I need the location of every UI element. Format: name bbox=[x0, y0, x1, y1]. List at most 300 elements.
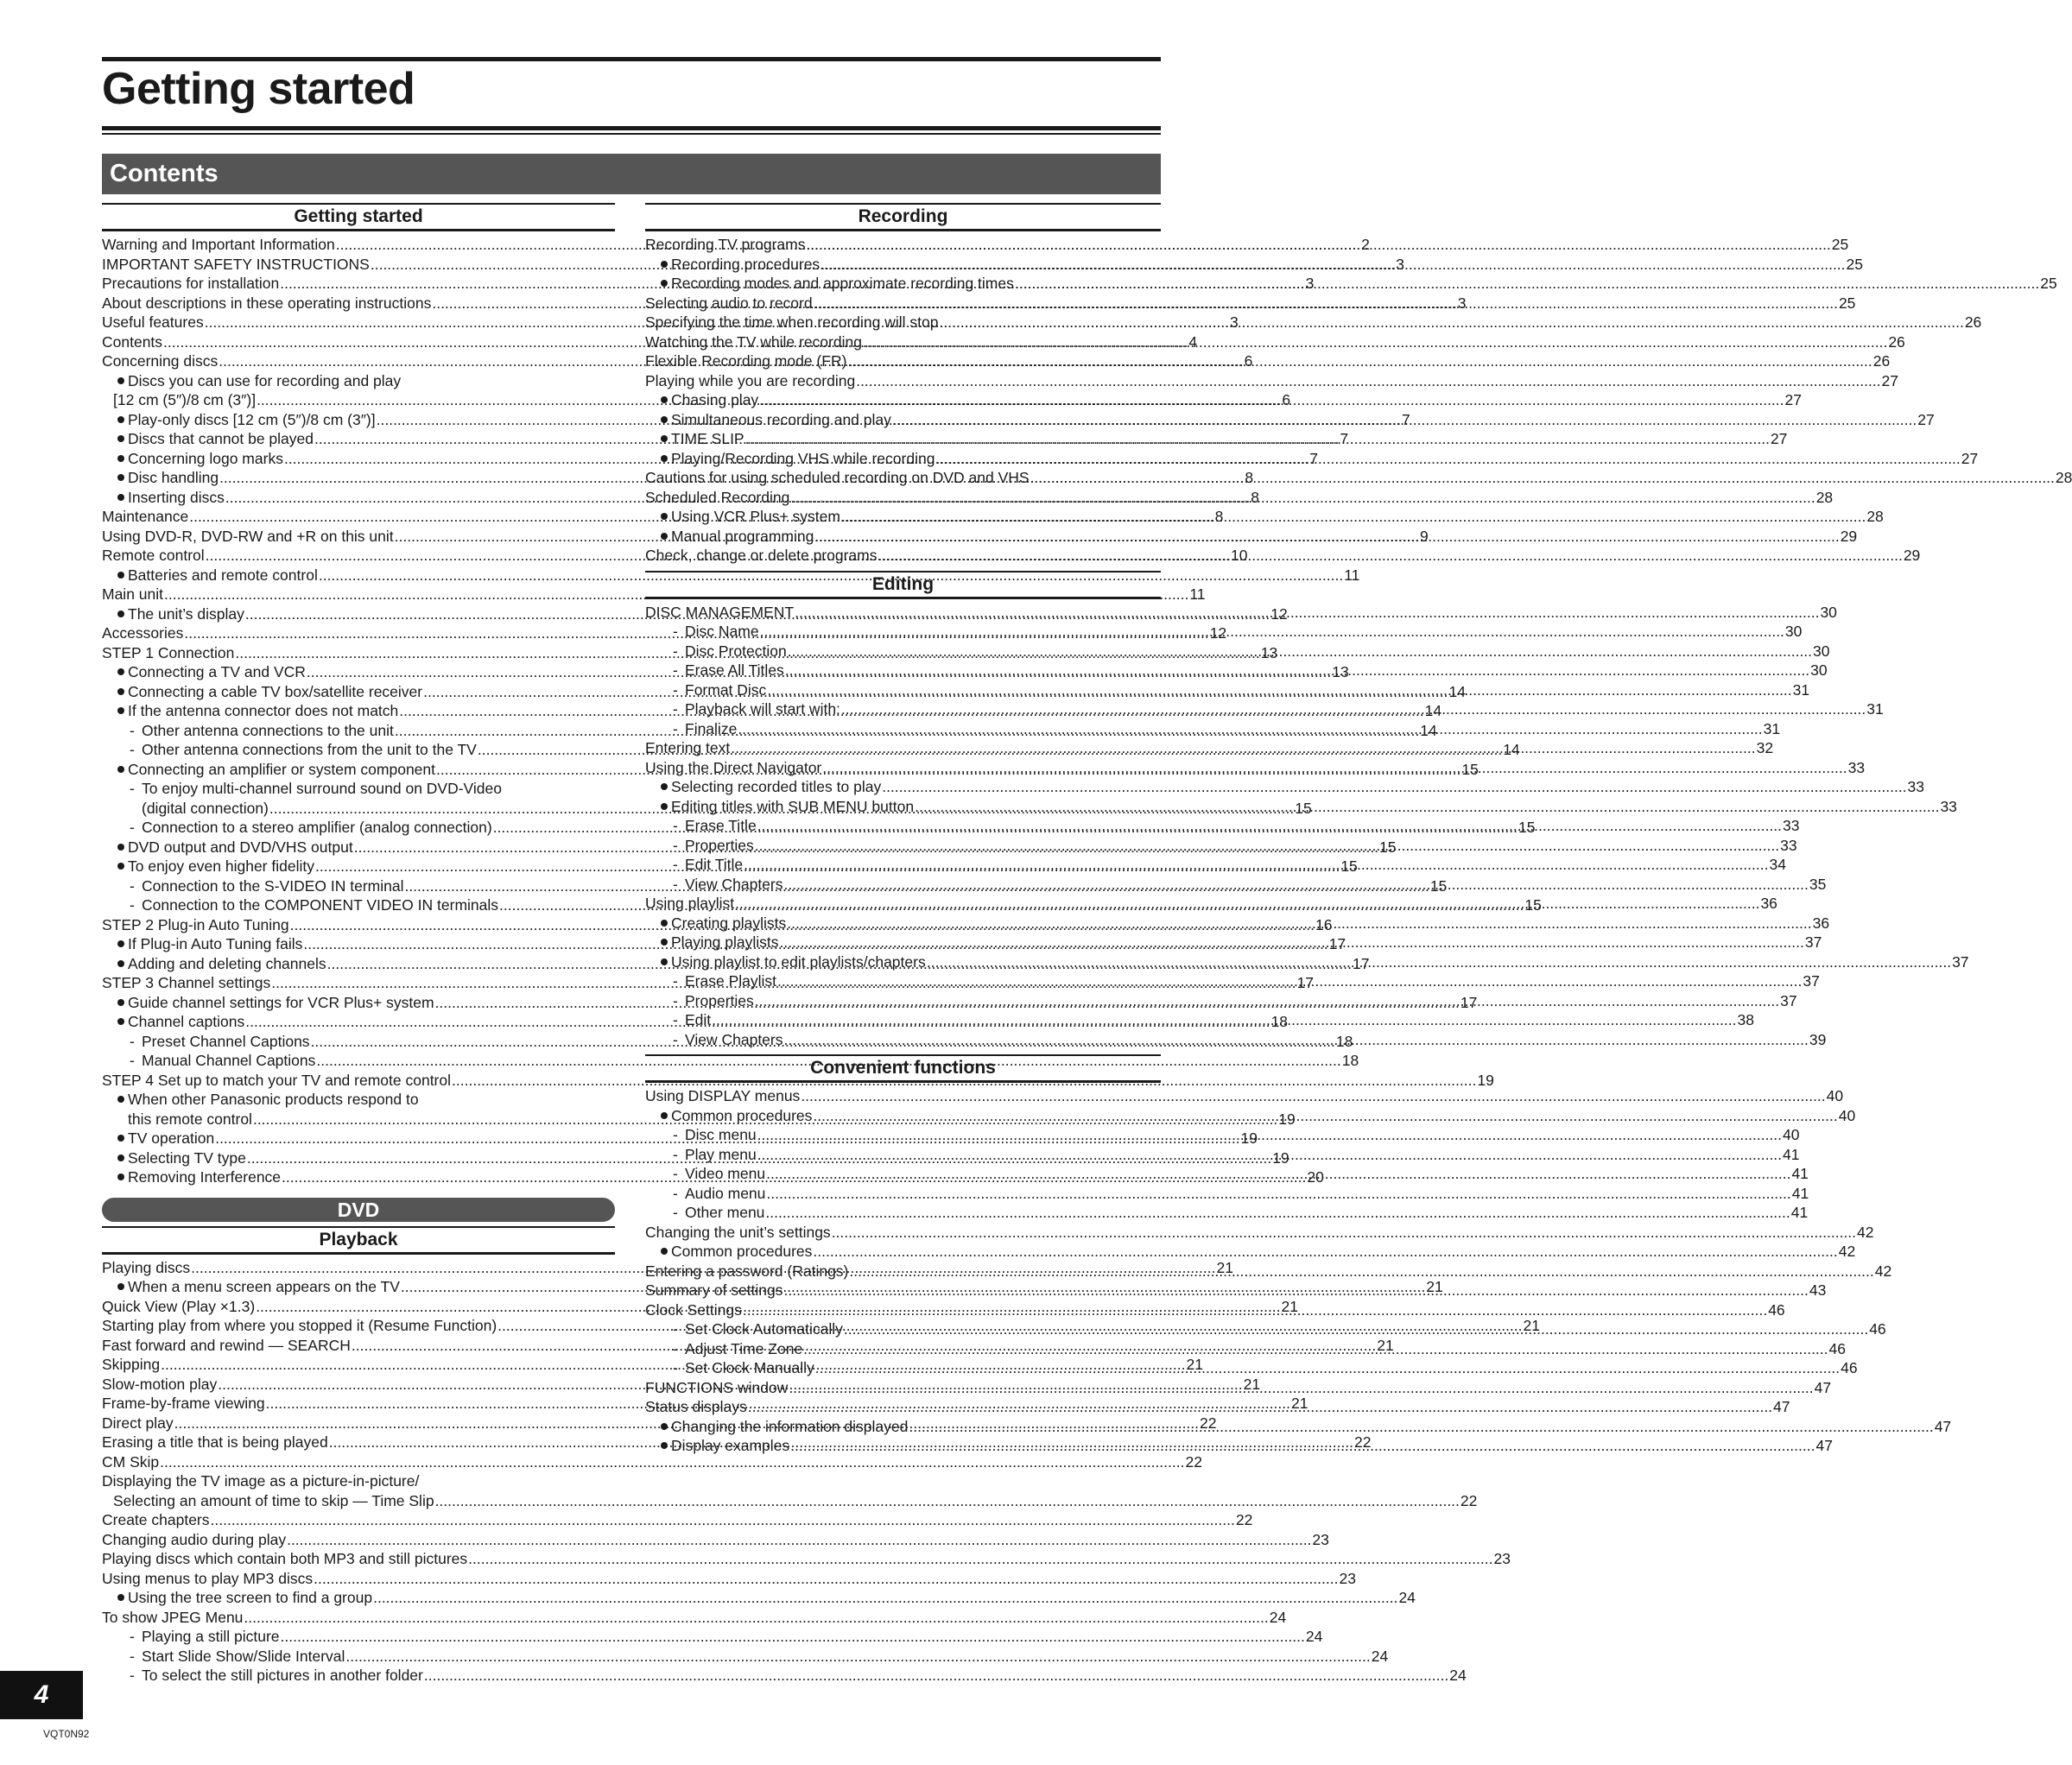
dot-leader bbox=[927, 952, 1951, 972]
toc-entry[interactable] bbox=[645, 390, 1802, 410]
toc-entry-title: Adding and deleting channels bbox=[117, 954, 326, 974]
dash-marker: - bbox=[673, 623, 678, 640]
toc-page-number: 39 bbox=[1809, 1030, 1827, 1048]
toc-entry[interactable] bbox=[645, 1203, 1809, 1223]
dot-leader bbox=[847, 351, 1872, 371]
toc-entry-title: (digital connection) bbox=[142, 799, 269, 817]
toc-entry-title: STEP 1 Connection bbox=[102, 643, 235, 661]
toc-page-number: 12 bbox=[1209, 624, 1227, 642]
dot-leader bbox=[759, 390, 1784, 410]
toc-entry-title: Selecting recorded titles to play bbox=[661, 777, 881, 797]
toc-entry[interactable] bbox=[102, 1530, 1329, 1550]
dot-leader bbox=[788, 642, 1812, 661]
toc-entry[interactable] bbox=[645, 274, 2057, 294]
dot-leader bbox=[760, 622, 1784, 642]
toc-page-number: 9 bbox=[1419, 527, 1429, 545]
bullet-icon bbox=[117, 844, 124, 851]
toc-entry[interactable] bbox=[102, 585, 1206, 604]
dot-leader bbox=[814, 294, 1838, 313]
toc-entry-title: When other Panasonic products respond to bbox=[117, 1090, 419, 1110]
dash-marker: - bbox=[130, 1052, 135, 1069]
dot-leader bbox=[784, 1030, 1809, 1050]
toc-entry[interactable] bbox=[102, 779, 615, 799]
toc-entry[interactable] bbox=[102, 1666, 1467, 1686]
toc-page-number: 46 bbox=[1828, 1339, 1846, 1357]
toc-entry-title: Maintenance bbox=[102, 508, 189, 525]
toc-entry-title: - Edit Title bbox=[673, 856, 744, 873]
bullet-icon bbox=[661, 455, 668, 462]
dot-leader bbox=[806, 235, 1830, 255]
model-code: VQT0N92 bbox=[43, 1728, 90, 1740]
toc-page-number: 33 bbox=[1907, 778, 1925, 795]
toc-page-number: 11 bbox=[1344, 566, 1360, 584]
toc-entry-title: Skipping bbox=[102, 1356, 161, 1373]
dot-leader bbox=[882, 777, 1906, 797]
bullet-icon bbox=[661, 939, 668, 946]
dot-leader bbox=[789, 1378, 1813, 1398]
dot-leader bbox=[844, 1319, 1868, 1339]
toc-entry-title: Connecting a TV and VCR bbox=[117, 662, 306, 682]
toc-page-number: 46 bbox=[1841, 1359, 1858, 1376]
toc-entry[interactable] bbox=[102, 1549, 1511, 1569]
toc-page-number: 24 bbox=[1398, 1589, 1416, 1606]
toc-page-number: 21 bbox=[1377, 1336, 1394, 1354]
dot-leader bbox=[1015, 274, 2039, 294]
dash-marker: - bbox=[130, 896, 135, 914]
toc-entry-title: Check, change or delete programs bbox=[645, 547, 878, 564]
dot-leader bbox=[935, 449, 1960, 469]
toc-entry-title: STEP 3 Channel settings bbox=[102, 974, 271, 991]
toc-page-number: 40 bbox=[1838, 1106, 1856, 1124]
dash-marker: - bbox=[673, 661, 678, 679]
toc-entry-title: - Video menu bbox=[673, 1165, 766, 1182]
toc-page-number: 29 bbox=[1903, 547, 1921, 564]
toc-entry-title: DISC MANAGEMENT bbox=[645, 603, 795, 621]
toc-page-number: 28 bbox=[1866, 508, 1884, 525]
toc-page-number: 8 bbox=[1251, 488, 1259, 506]
toc-entry[interactable] bbox=[645, 777, 1925, 797]
toc-entry[interactable] bbox=[102, 1491, 1478, 1511]
bullet-icon bbox=[661, 416, 668, 423]
dot-leader bbox=[841, 699, 1866, 719]
dash-marker: - bbox=[673, 719, 678, 737]
toc-page-number: 15 bbox=[1295, 799, 1312, 817]
toc-page-number: 41 bbox=[1791, 1165, 1809, 1182]
dot-leader bbox=[821, 255, 1845, 275]
toc-page-number: 3 bbox=[1305, 275, 1315, 292]
toc-entry-title: - Properties bbox=[673, 836, 754, 854]
toc-page-number: 7 bbox=[1340, 430, 1349, 447]
toc-page-number: 20 bbox=[1307, 1168, 1324, 1186]
toc-entry-title: Watching the TV while recording bbox=[645, 332, 862, 351]
dash-marker: - bbox=[673, 1359, 678, 1376]
toc-page-number: 18 bbox=[1335, 1032, 1353, 1050]
toc-entry-title: Selecting an amount of time to skip — Time Slip bbox=[113, 1491, 434, 1509]
toc-page-number: 7 bbox=[1401, 410, 1410, 428]
toc-page-number: 29 bbox=[1840, 527, 1858, 545]
toc-entry-title: Discs that cannot be played bbox=[117, 429, 314, 449]
dot-leader bbox=[878, 546, 1902, 566]
dot-leader bbox=[373, 1588, 1397, 1608]
dash-marker: - bbox=[130, 1032, 135, 1050]
toc-page-number: 22 bbox=[1460, 1491, 1478, 1509]
contents-heading: Contents bbox=[102, 154, 1161, 194]
toc-page-number: 15 bbox=[1524, 896, 1542, 914]
dash-marker: - bbox=[130, 1667, 135, 1684]
dot-leader bbox=[784, 1281, 1809, 1300]
dash-marker: - bbox=[673, 1030, 678, 1048]
toc-page-number: 41 bbox=[1783, 1145, 1800, 1163]
toc-entry-title: - Properties bbox=[673, 991, 754, 1009]
toc-entry[interactable] bbox=[645, 313, 1982, 332]
toc-page-number: 32 bbox=[1756, 739, 1774, 756]
toc-entry-title: Recording procedures bbox=[661, 255, 820, 275]
toc-entry-title: To show JPEG Menu bbox=[102, 1608, 244, 1626]
dash-marker: - bbox=[130, 876, 135, 895]
toc-entry-title: - View Chapters bbox=[673, 875, 783, 893]
toc-entry[interactable] bbox=[645, 429, 1788, 449]
toc-page-number: 6 bbox=[1244, 352, 1253, 370]
toc-entry-title: - Disc menu bbox=[673, 1126, 757, 1143]
toc-entry-title: - Set Clock Manually bbox=[673, 1359, 814, 1376]
toc-page-number: 6 bbox=[1282, 391, 1291, 408]
toc-entry[interactable] bbox=[645, 1242, 1856, 1262]
toc-page-number: 33 bbox=[1783, 817, 1800, 834]
toc-entry-title: IMPORTANT SAFETY INSTRUCTIONS bbox=[102, 255, 370, 273]
toc-entry-title: Removing Interference bbox=[117, 1167, 281, 1187]
dot-leader bbox=[856, 371, 1880, 391]
dash-marker: - bbox=[673, 991, 678, 1009]
toc-page-number: 15 bbox=[1429, 876, 1448, 895]
toc-page-number: 36 bbox=[1812, 914, 1830, 932]
toc-entry-title: Contents bbox=[102, 332, 163, 351]
toc-entry-title: STEP 2 Plug-in Auto Tuning bbox=[102, 915, 289, 933]
dot-leader bbox=[765, 1203, 1790, 1223]
toc-page-number: 17 bbox=[1352, 954, 1370, 972]
dot-leader bbox=[841, 507, 1866, 527]
toc-page-number: 3 bbox=[1457, 294, 1467, 312]
bullet-icon bbox=[661, 803, 668, 810]
bullet-icon bbox=[117, 377, 124, 384]
toc-entry[interactable] bbox=[102, 1090, 615, 1110]
toc-entry[interactable] bbox=[102, 1569, 1356, 1589]
toc-entry[interactable] bbox=[645, 449, 1979, 469]
toc-entry-title: - Connection to a stereo amplifier (analog connection) bbox=[130, 819, 492, 836]
section-heading-playback: Playback bbox=[102, 1226, 615, 1255]
bullet-icon bbox=[661, 958, 668, 965]
toc-entry[interactable] bbox=[645, 255, 1863, 275]
toc-entry-title: - Start Slide Show/Slide Interval bbox=[130, 1647, 345, 1665]
toc-entry-title: - Erase All Titles bbox=[673, 661, 784, 679]
dot-leader bbox=[766, 1164, 1790, 1184]
toc-entry-title: Main unit bbox=[102, 585, 164, 603]
toc-page-number: 21 bbox=[1281, 1297, 1298, 1315]
dot-leader bbox=[790, 488, 1815, 508]
dot-leader bbox=[281, 1627, 1305, 1647]
dot-leader bbox=[435, 1491, 1460, 1511]
toc-page-number: 33 bbox=[1780, 836, 1797, 854]
dash-marker: - bbox=[673, 1320, 678, 1338]
toc-entry[interactable] bbox=[645, 294, 1856, 313]
toc-entry-title: - Edit bbox=[673, 1011, 712, 1028]
toc-entry-title: - Erase Playlist bbox=[673, 972, 777, 990]
toc-page-number: 10 bbox=[1231, 547, 1248, 564]
dash-marker: - bbox=[130, 1628, 135, 1645]
dot-leader bbox=[757, 1145, 1782, 1165]
dash-marker: - bbox=[673, 1204, 678, 1221]
toc-entry-title: Using the Direct Navigator bbox=[645, 758, 822, 776]
dot-leader bbox=[738, 719, 1762, 739]
toc-entry-title: Starting play from where you stopped it (Resume Function) bbox=[102, 1317, 497, 1334]
toc-entry-title: - Set Clock Automatically bbox=[673, 1320, 843, 1338]
toc-page-number: 30 bbox=[1820, 603, 1837, 621]
toc-entry-title: Recording modes and approximate recording times bbox=[661, 274, 1014, 294]
toc-entry-title: - Finalize bbox=[673, 719, 738, 737]
dot-leader bbox=[785, 661, 1809, 680]
dot-leader bbox=[803, 1339, 1828, 1359]
dash-marker: - bbox=[673, 700, 678, 718]
toc-page-number: 8 bbox=[1245, 469, 1254, 486]
toc-entry[interactable] bbox=[102, 1608, 1287, 1628]
toc-entry-title: Common procedures bbox=[661, 1106, 812, 1126]
toc-entry[interactable] bbox=[645, 507, 1884, 527]
toc-entry[interactable] bbox=[645, 1086, 1844, 1106]
bullet-icon bbox=[661, 1112, 668, 1119]
toc-page-number: 30 bbox=[1784, 623, 1803, 640]
toc-entry-title: Selecting audio to record bbox=[645, 294, 813, 312]
toc-entry[interactable] bbox=[645, 410, 1935, 430]
toc-page-number: 24 bbox=[1269, 1608, 1287, 1626]
toc-page-number: 28 bbox=[1815, 488, 1834, 506]
dash-marker: - bbox=[673, 680, 678, 699]
bullet-icon bbox=[117, 863, 124, 870]
section-heading-editing: Editing bbox=[645, 571, 1161, 599]
toc-entry[interactable] bbox=[645, 488, 1834, 508]
dot-leader bbox=[801, 1086, 1825, 1106]
dot-leader bbox=[832, 1223, 1856, 1243]
dash-marker: - bbox=[673, 1339, 678, 1357]
toc-entry-title: Simultaneous recording and play bbox=[661, 410, 891, 430]
bullet-icon bbox=[661, 396, 668, 403]
toc-entry-title: If Plug-in Auto Tuning fails bbox=[117, 934, 302, 954]
toc-entry[interactable] bbox=[102, 1471, 615, 1491]
toc-page-number: 31 bbox=[1763, 719, 1781, 737]
dot-leader bbox=[314, 1569, 1338, 1589]
bullet-icon bbox=[117, 766, 124, 773]
toc-entry-title: Precautions for installation bbox=[102, 275, 280, 292]
toc-entry-title: Useful features bbox=[102, 313, 204, 331]
toc-entry-title: this remote control bbox=[128, 1110, 252, 1128]
toc-entry-title: Chasing play bbox=[661, 390, 758, 410]
bullet-icon bbox=[117, 1096, 124, 1103]
dash-marker: - bbox=[673, 1145, 678, 1163]
toc-entry[interactable] bbox=[645, 1184, 1809, 1204]
toc-page-number: 15 bbox=[1379, 838, 1397, 856]
toc-entry-title: Quick View (Play ×1.3) bbox=[102, 1297, 256, 1315]
toc-entry-title: Creating playlists bbox=[661, 914, 786, 933]
toc-entry[interactable] bbox=[102, 1452, 1202, 1472]
toc-entry-title: - Other antenna connections to the unit bbox=[130, 721, 394, 739]
section-heading-getting-started: Getting started bbox=[102, 203, 615, 231]
toc-page-number: 38 bbox=[1737, 1011, 1754, 1028]
dot-leader bbox=[211, 1510, 1235, 1530]
dot-leader bbox=[744, 855, 1768, 875]
toc-page-number: 26 bbox=[1872, 352, 1891, 370]
dot-leader bbox=[757, 1125, 1782, 1145]
toc-entry[interactable] bbox=[645, 351, 1891, 371]
bullet-icon bbox=[661, 261, 668, 268]
toc-page-number: 21 bbox=[1523, 1317, 1540, 1334]
toc-entry-title: - Playing a still picture bbox=[130, 1628, 280, 1645]
bullet-icon bbox=[661, 1423, 668, 1430]
toc-entry-title: Clock Settings bbox=[645, 1300, 742, 1319]
toc-entry[interactable] bbox=[645, 468, 2072, 488]
bullet-icon bbox=[661, 280, 668, 287]
title-rule-bottom bbox=[102, 126, 1161, 130]
toc-entry-title: Concerning discs bbox=[102, 352, 219, 370]
toc-page-number: 37 bbox=[1804, 933, 1822, 951]
toc-page-number: 14 bbox=[1448, 682, 1466, 700]
toc-entry-title: - Adjust Time Zone bbox=[673, 1339, 803, 1357]
toc-page-number: 28 bbox=[2055, 469, 2072, 486]
dot-leader bbox=[767, 680, 1791, 700]
toc-entry-title: Playing discs bbox=[102, 1258, 191, 1276]
page-number: 4 bbox=[0, 1671, 83, 1719]
toc-page-number: 19 bbox=[1272, 1148, 1289, 1167]
toc-entry-title: Playing playlists bbox=[661, 933, 779, 952]
section-heading-recording: Recording bbox=[645, 203, 1161, 231]
toc-page-number: 24 bbox=[1305, 1628, 1323, 1645]
toc-page-number: 41 bbox=[1790, 1204, 1809, 1221]
toc-page-number: 2 bbox=[1361, 236, 1370, 253]
toc-page-number: 16 bbox=[1315, 915, 1333, 933]
toc-entry-title: Play-only discs [12 cm (5″)/8 cm (3″)] bbox=[117, 410, 376, 430]
toc-entry-title: - Format Disc bbox=[673, 680, 767, 699]
toc-page-number: 47 bbox=[1814, 1378, 1832, 1396]
toc-entry-title: - Audio menu bbox=[673, 1184, 766, 1202]
toc-entry-title: Displaying the TV image as a picture-in-picture/ bbox=[102, 1472, 420, 1490]
bullet-icon bbox=[661, 1248, 668, 1255]
toc-entry-title: Changing the unit’s settings bbox=[645, 1223, 831, 1241]
toc-page-number: 24 bbox=[1371, 1647, 1389, 1665]
toc-page-number: 41 bbox=[1791, 1184, 1809, 1202]
dot-leader bbox=[757, 816, 1782, 836]
toc-page-number: 25 bbox=[1846, 255, 1863, 273]
toc-entry-title: DVD output and DVD/VHS output bbox=[117, 838, 353, 857]
toc-page-number: 26 bbox=[1964, 313, 1982, 331]
dot-leader bbox=[784, 875, 1809, 895]
toc-entry[interactable] bbox=[645, 527, 1858, 547]
bullet-icon bbox=[117, 960, 124, 967]
toc-page-number: 23 bbox=[1493, 1550, 1511, 1567]
toc-page-number: 19 bbox=[1477, 1071, 1494, 1089]
toc-entry[interactable] bbox=[102, 1627, 1323, 1647]
toc-entry[interactable] bbox=[102, 1647, 1389, 1667]
toc-entry-title: Discs you can use for recording and play bbox=[117, 371, 401, 391]
toc-page-number: 3 bbox=[1396, 255, 1404, 273]
toc-entry-title: TV operation bbox=[117, 1129, 214, 1148]
toc-page-number: 17 bbox=[1328, 935, 1346, 952]
dash-marker: - bbox=[130, 780, 135, 797]
toc-page-number: 25 bbox=[1831, 236, 1849, 253]
toc-entry-title: If the antenna connector does not match bbox=[117, 701, 398, 721]
dvd-banner: DVD bbox=[102, 1198, 615, 1222]
toc-entry-title: Slow-motion play bbox=[102, 1375, 218, 1393]
toc-entry[interactable] bbox=[645, 371, 1899, 391]
toc-entry[interactable] bbox=[645, 235, 1849, 255]
dot-leader bbox=[712, 1010, 1736, 1030]
toc-entry-title: TIME SLIP bbox=[661, 429, 745, 449]
dot-leader bbox=[755, 836, 1779, 856]
toc-entry-title: - Manual Channel Captions bbox=[130, 1052, 316, 1069]
toc-page-number: 35 bbox=[1809, 875, 1827, 893]
toc-page-number: 12 bbox=[1270, 604, 1288, 623]
dot-leader bbox=[755, 991, 1779, 1011]
dot-leader bbox=[777, 971, 1802, 991]
bullet-icon bbox=[117, 940, 124, 947]
toc-entry-title: Connecting a cable TV box/satellite receiver bbox=[117, 682, 422, 702]
toc-entry[interactable] bbox=[102, 1510, 1253, 1530]
toc-entry-title: - Other antenna connections from the unit to the TV bbox=[130, 741, 477, 758]
dash-marker: - bbox=[673, 817, 678, 834]
toc-page-number: 3 bbox=[1230, 313, 1239, 331]
dash-marker: - bbox=[130, 819, 135, 836]
toc-entry[interactable] bbox=[102, 371, 615, 391]
dot-leader bbox=[813, 1242, 1837, 1262]
toc-entry[interactable] bbox=[102, 1071, 1494, 1091]
toc-page-number: 23 bbox=[1312, 1530, 1329, 1548]
toc-page-number: 21 bbox=[1243, 1375, 1261, 1393]
toc-page-number: 25 bbox=[1838, 294, 1856, 312]
toc-page-number: 15 bbox=[1518, 819, 1536, 836]
toc-entry-title: Connecting an amplifier or system component bbox=[117, 760, 435, 780]
bullet-icon bbox=[661, 920, 668, 927]
toc-entry-title: Remote control bbox=[102, 547, 205, 564]
dot-leader bbox=[468, 1549, 1492, 1569]
toc-entry-title: When a menu screen appears on the TV bbox=[117, 1277, 400, 1297]
toc-page-number: 37 bbox=[1952, 952, 1969, 971]
toc-page-number: 30 bbox=[1813, 642, 1830, 660]
bullet-icon bbox=[117, 435, 124, 442]
dot-leader bbox=[731, 738, 1755, 758]
toc-entry-title: Entering text bbox=[645, 739, 731, 756]
dot-leader bbox=[863, 332, 1887, 352]
toc-entry-title: [12 cm (5″)/8 cm (3″)] bbox=[113, 391, 257, 408]
toc-page-number: 40 bbox=[1826, 1087, 1844, 1104]
dot-leader bbox=[1030, 468, 2055, 488]
dot-leader bbox=[892, 410, 1917, 430]
dot-leader bbox=[745, 429, 1770, 449]
toc-entry-title: Direct play bbox=[102, 1414, 174, 1432]
dot-leader bbox=[743, 1300, 1767, 1320]
toc-page-number: 33 bbox=[1847, 758, 1866, 776]
toc-entry[interactable] bbox=[645, 332, 1905, 352]
toc-entry[interactable] bbox=[102, 1588, 1416, 1608]
dash-marker: - bbox=[673, 1165, 678, 1182]
toc-page-number: 47 bbox=[1773, 1398, 1790, 1415]
toc-page-number: 14 bbox=[1503, 741, 1520, 758]
toc-entry-title: Selecting TV type bbox=[117, 1148, 246, 1168]
dash-marker: - bbox=[673, 642, 678, 660]
bullet-icon bbox=[117, 474, 124, 481]
toc-page-number: 37 bbox=[1803, 972, 1820, 990]
toc-entry-title: Fast forward and rewind — SEARCH bbox=[102, 1336, 351, 1354]
bullet-icon bbox=[661, 783, 668, 790]
dash-marker: - bbox=[130, 741, 135, 758]
toc-page-number: 8 bbox=[1214, 508, 1224, 525]
toc-entry[interactable] bbox=[645, 1223, 1874, 1243]
dot-leader bbox=[287, 1530, 1311, 1550]
